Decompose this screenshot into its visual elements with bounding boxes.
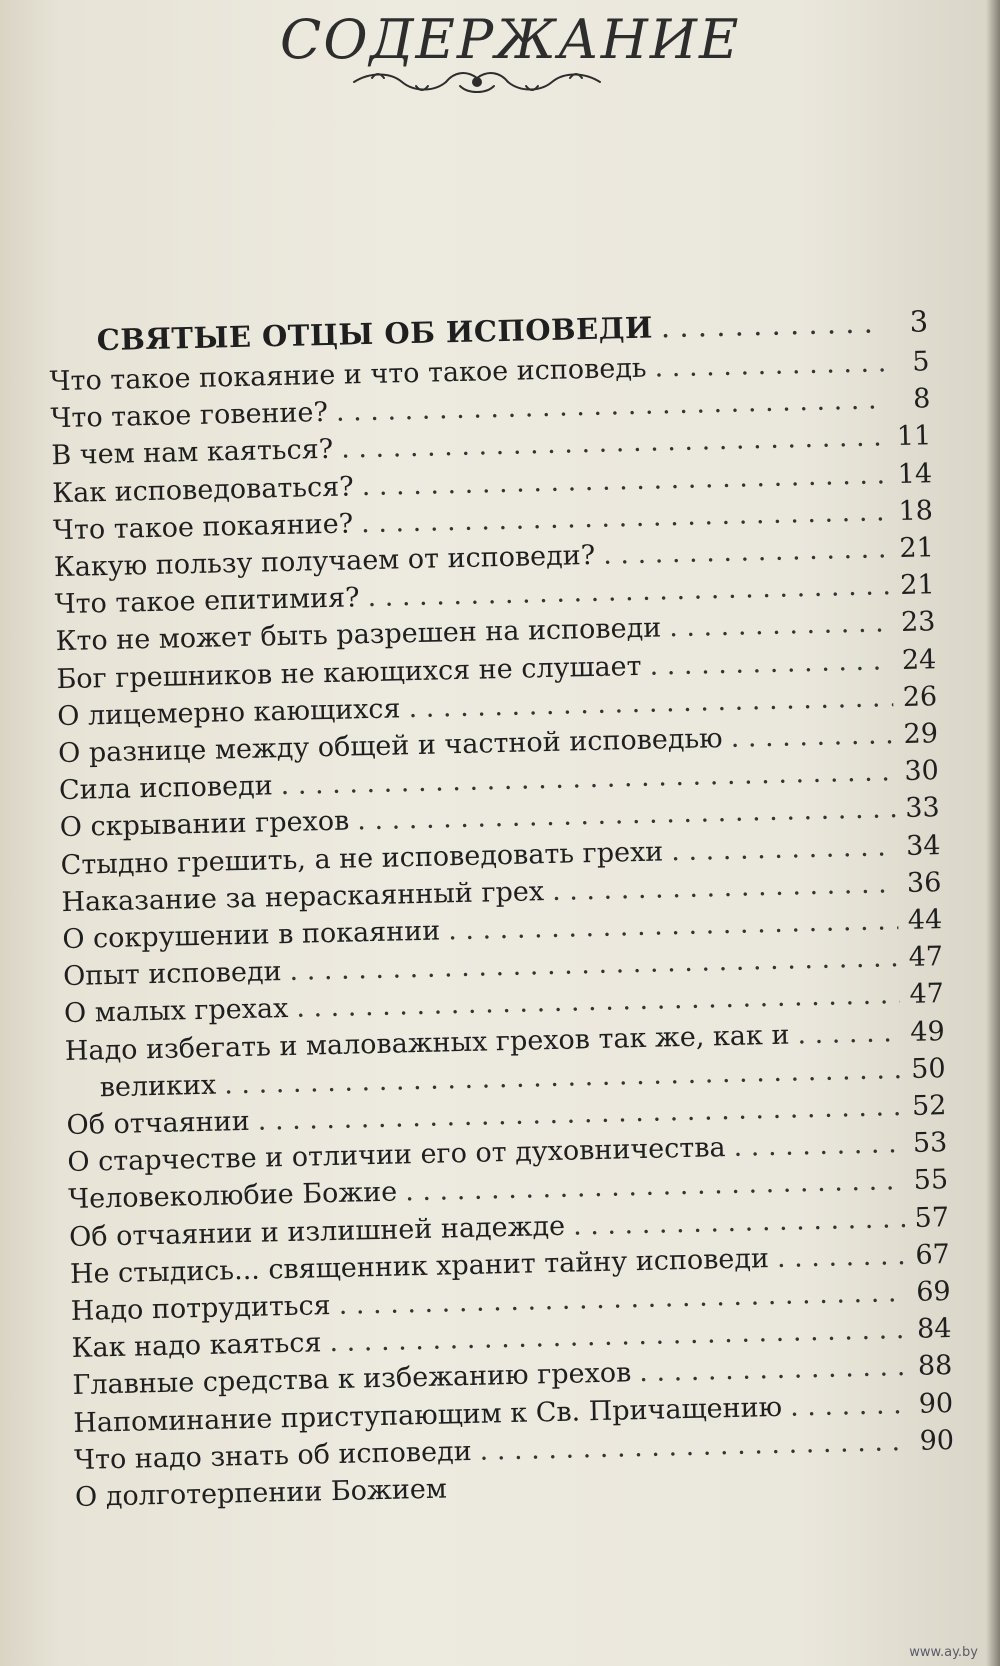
- toc-entry-page: 52: [911, 1090, 947, 1122]
- dot-leader: [552, 868, 898, 907]
- dot-leader: [338, 1277, 907, 1321]
- toc-entry-title: Что такое покаяние?: [52, 508, 354, 546]
- dot-leader: [660, 305, 885, 344]
- dot-leader: [479, 1426, 910, 1467]
- dot-leader: [790, 1389, 910, 1423]
- toc-entry-title: Человеколюбие Божие: [67, 1176, 398, 1216]
- toc-entry-title: О старчестве и отличии его от духовничества: [67, 1132, 726, 1179]
- toc-entry-title: Что такое епитимия?: [54, 582, 360, 621]
- toc-entry-page: 44: [907, 904, 943, 936]
- watermark: www.ay.by: [909, 1645, 978, 1660]
- toc-section-title: СВЯТЫЕ ОТЦЫ ОБ ИСПОВЕДИ: [96, 310, 654, 358]
- dot-leader: [777, 1240, 907, 1274]
- toc-entry-title: Бог грешников не кающихся не слушает: [56, 650, 642, 695]
- dot-leader: [289, 942, 899, 987]
- toc-entry-page: [919, 1486, 955, 1487]
- dot-leader: [797, 1017, 901, 1050]
- toc-entry-title: Что надо знать об исповеди: [73, 1435, 472, 1476]
- dot-leader: [733, 1128, 903, 1163]
- dot-leader: [361, 459, 888, 502]
- toc-entry-page: 90: [919, 1424, 955, 1457]
- dot-leader: [408, 682, 893, 724]
- dot-leader: [573, 1203, 906, 1242]
- toc-entry-page: 57: [914, 1201, 950, 1234]
- toc-entry-title: О скрывании грехов: [59, 805, 350, 844]
- toc-entry-page: 34: [905, 829, 941, 862]
- toc-entry-title: В чем нам каяться?: [51, 434, 334, 472]
- dot-leader: [649, 645, 892, 682]
- toc-entry-title: Кто не может быть разрешен на исповеди: [55, 612, 662, 658]
- toc-entry-title: Опыт исповеди: [62, 956, 282, 993]
- toc-entry-page: 36: [906, 866, 942, 899]
- toc-entry-page: 49: [910, 1015, 946, 1048]
- toc-entry-title: Как надо каяться: [71, 1327, 322, 1365]
- toc-entry-title: Надо потрудиться: [70, 1290, 331, 1327]
- toc-entry-page: 55: [913, 1164, 949, 1197]
- toc-entry-page: 30: [904, 755, 940, 788]
- dot-leader: [367, 570, 891, 613]
- dot-leader: [654, 347, 886, 383]
- toc-entry-page: 8: [912, 383, 931, 415]
- toc-entry-page: 14: [897, 457, 933, 490]
- toc-entry-page: 50: [910, 1052, 946, 1085]
- toc-entry-title: Стыдно грешить, а не исповедовать грехи: [60, 836, 664, 881]
- dot-leader: [329, 1314, 908, 1358]
- dot-leader: [361, 496, 889, 539]
- dot-leader: [639, 1351, 909, 1388]
- toc-entry-page: 47: [909, 978, 945, 1011]
- toc-entry-page: 23: [900, 606, 936, 639]
- toc-entry-page: 53: [912, 1127, 948, 1160]
- toc-entry-page: 67: [915, 1238, 951, 1271]
- toc-entry-title: О долготерпении Божием: [74, 1473, 448, 1513]
- toc-entry-title: Об отчаянии: [66, 1105, 251, 1142]
- toc-entry-title: Об отчаянии и излишней надежде: [68, 1210, 566, 1253]
- toc-entry-title: Что такое говение?: [50, 397, 329, 435]
- toc-entry-page: 29: [903, 718, 939, 750]
- toc-entry-title: Не стыдись... священник хранит тайну исповеди: [69, 1242, 770, 1290]
- dot-leader: [671, 831, 897, 867]
- toc-entry-title: Что такое покаяние и что такое исповедь: [49, 352, 647, 398]
- dot-leader: [341, 422, 888, 465]
- toc-entry-page: 18: [898, 495, 934, 527]
- toc-entry-title: Сила исповеди: [58, 770, 273, 807]
- dot-leader: [669, 608, 892, 644]
- page-title: СОДЕРЖАНИЕ: [280, 8, 741, 71]
- toc-entry-title: О сокрушении в покаянии: [62, 915, 441, 956]
- dot-leader: [448, 905, 899, 946]
- toc-entry-title: Какую пользу получаем от исповеди?: [53, 539, 596, 584]
- dot-leader: [280, 756, 895, 801]
- toc-entry-page: 26: [902, 680, 938, 713]
- toc-entry-title: О малых грехах: [63, 993, 289, 1030]
- toc-entry-page: 90: [918, 1387, 954, 1420]
- toc-entry-title: Как исповедоваться?: [51, 470, 354, 509]
- toc-entry-title: О лицемерно кающихся: [56, 693, 401, 732]
- dot-leader: [405, 1165, 905, 1207]
- dot-leader: [357, 794, 896, 837]
- toc-entry-page: 69: [915, 1276, 951, 1308]
- toc-entry-title: великих: [99, 1069, 217, 1104]
- dot-leader: [730, 719, 894, 754]
- toc-entry-page: 5: [911, 346, 930, 378]
- toc-entry-page: 21: [899, 532, 935, 564]
- toc-entry-page: 11: [896, 420, 932, 453]
- toc-entry-title: Надо избегать и маловажных грехов так же, как и: [64, 1019, 790, 1067]
- dot-leader: [336, 384, 887, 427]
- toc-entry-page: 21: [899, 569, 935, 602]
- dot-leader: [296, 980, 900, 1025]
- toc-entry-title: Напоминание приступающим к Св. Причащению: [73, 1391, 783, 1439]
- toc-entry-page: 33: [904, 792, 940, 825]
- dot-leader: [603, 533, 890, 570]
- toc-entry-title: Главные средства к избежанию грехов: [72, 1357, 632, 1402]
- toc-entry-title: О разнице между общей и частной исповедью: [57, 723, 723, 770]
- toc-entry-page: 24: [901, 643, 937, 676]
- toc-entry-page: 88: [917, 1350, 953, 1383]
- toc-entry-page: 84: [916, 1313, 952, 1345]
- toc-entry-title: Наказание за нераскаянный грех: [61, 875, 545, 918]
- toc-section-page: 3: [909, 304, 929, 339]
- toc-entry-page: 47: [908, 941, 944, 974]
